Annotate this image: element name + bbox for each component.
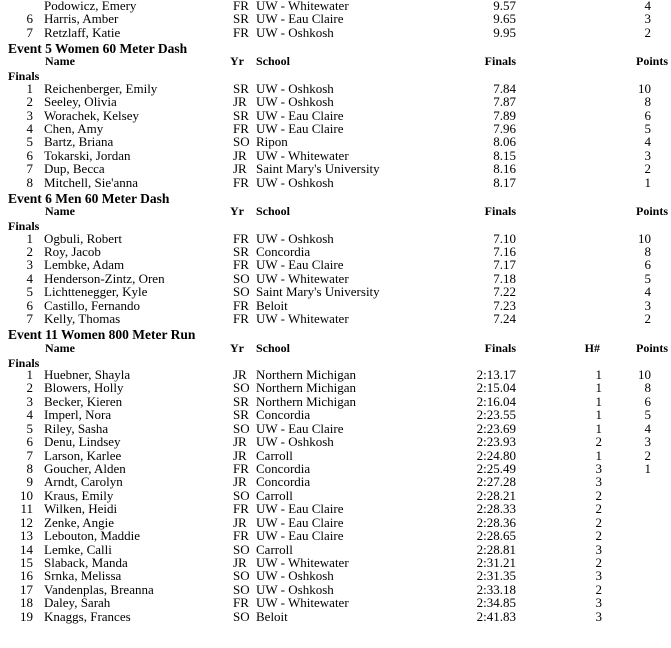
finals-mark: 7.87 (493, 94, 516, 110)
class-year: SO (233, 134, 250, 150)
heat-number: 2 (595, 434, 602, 450)
athlete-name: Becker, Kieren (44, 393, 123, 409)
class-year: SR (233, 244, 249, 260)
class-year: SR (233, 107, 249, 123)
place: 13 (20, 528, 33, 544)
class-year: FR (233, 121, 249, 137)
athlete-name: Kraus, Emily (44, 487, 114, 503)
place: 5 (26, 134, 33, 150)
result-row (0, 435, 671, 448)
athlete-name: Podowicz, Emery (44, 0, 137, 13)
finals-mark: 7.23 (493, 297, 516, 313)
points: 6 (644, 393, 651, 409)
place: 6 (26, 11, 33, 27)
class-year: JR (233, 474, 247, 490)
heat-number: 3 (595, 541, 602, 557)
header-name: Name (45, 340, 75, 355)
finals-mark: 2:25.49 (476, 461, 516, 476)
school: Concordia (256, 407, 311, 423)
class-year: JR (233, 147, 247, 163)
athlete-name: Bartz, Briana (44, 134, 114, 150)
finals-mark: 2:28.81 (476, 541, 516, 557)
class-year: FR (233, 230, 249, 246)
points: 8 (644, 94, 651, 110)
finals-mark: 2:41.83 (476, 608, 516, 624)
points: 3 (644, 11, 651, 27)
school: Northern Michigan (256, 367, 357, 383)
class-year: SR (233, 407, 249, 423)
class-year: JR (233, 447, 247, 463)
result-row (0, 299, 671, 312)
heat-number: 3 (595, 595, 602, 611)
class-year: SR (233, 11, 249, 27)
school: UW - Oshkosh (256, 568, 334, 584)
finals-mark: 2:16.04 (476, 393, 516, 409)
points: 10 (638, 230, 651, 246)
points: 6 (644, 257, 651, 273)
place: 7 (26, 447, 33, 463)
finals-mark: 2:28.33 (476, 501, 516, 517)
athlete-name: Castillo, Fernando (44, 297, 141, 313)
place: 1 (26, 230, 33, 246)
finals-mark: 8.17 (493, 174, 516, 190)
place: 3 (26, 393, 33, 409)
athlete-name: Imperl, Nora (44, 407, 112, 423)
finals-mark: 7.84 (493, 80, 516, 96)
result-row (0, 95, 671, 108)
finals-mark: 8.06 (493, 134, 516, 150)
points: 2 (644, 447, 651, 463)
class-year: FR (233, 528, 249, 544)
athlete-name: Dup, Becca (44, 161, 105, 177)
finals-mark: 2:13.17 (476, 367, 516, 383)
result-row (0, 569, 671, 582)
points: 8 (644, 244, 651, 260)
column-header-row (0, 55, 671, 68)
finals-mark: 2:23.55 (476, 407, 516, 423)
result-row (0, 610, 671, 623)
event-title: Event 6 Men 60 Meter Dash (8, 190, 170, 206)
school: UW - Oshkosh (256, 174, 334, 190)
athlete-name: Seeley, Olivia (44, 94, 117, 110)
points: 5 (644, 270, 651, 286)
place: 2 (26, 380, 33, 396)
finals-mark: 2:23.93 (476, 434, 516, 450)
points: 2 (644, 161, 651, 177)
athlete-name: Roy, Jacob (44, 244, 101, 260)
result-row (0, 258, 671, 271)
place: 4 (26, 270, 33, 286)
place: 12 (20, 514, 33, 530)
column-header-row (0, 205, 671, 218)
class-year: SO (233, 420, 250, 436)
class-year: JR (233, 554, 247, 570)
athlete-name: Lebouton, Maddie (44, 528, 141, 544)
finals-mark: 2:31.21 (476, 554, 516, 570)
class-year: SO (233, 581, 250, 597)
athlete-name: Reichenberger, Emily (44, 80, 158, 96)
result-row (0, 232, 671, 245)
finals-mark: 7.89 (493, 107, 516, 123)
place: 18 (20, 595, 33, 611)
result-row (0, 502, 671, 515)
header-points: Points (635, 340, 668, 355)
place: 6 (26, 147, 33, 163)
athlete-name: Harris, Amber (44, 11, 119, 27)
round-label: Finals (8, 69, 40, 84)
school: UW - Whitewater (256, 147, 349, 163)
round-label: Finals (8, 355, 40, 370)
points: 4 (644, 0, 651, 13)
finals-mark: 2:15.04 (476, 380, 516, 396)
athlete-name: Lembke, Adam (44, 257, 125, 273)
place: 11 (20, 501, 33, 517)
school: Ripon (256, 134, 288, 150)
heat-number: 2 (595, 514, 602, 530)
athlete-name: Slaback, Manda (44, 554, 128, 570)
heat-number: 2 (595, 487, 602, 503)
header-name: Name (45, 54, 75, 69)
finals-mark: 2:31.35 (476, 568, 516, 584)
place: 15 (20, 554, 33, 570)
points: 3 (644, 147, 651, 163)
place: 10 (20, 487, 33, 503)
place: 7 (26, 161, 33, 177)
header-finals: Finals (484, 54, 516, 69)
heat-number: 3 (595, 608, 602, 624)
school: UW - Whitewater (256, 270, 349, 286)
header-year: Yr (230, 340, 244, 355)
points: 4 (644, 420, 651, 436)
place: 8 (26, 461, 33, 476)
class-year: SO (233, 568, 250, 584)
school: UW - Eau Claire (256, 420, 344, 436)
place: 17 (20, 581, 33, 597)
school: Saint Mary's University (256, 284, 380, 300)
school: Northern Michigan (256, 393, 357, 409)
athlete-name: Worachek, Kelsey (44, 107, 139, 123)
header-school: School (256, 340, 291, 355)
result-row (0, 368, 671, 381)
finals-mark: 7.10 (493, 230, 516, 246)
header-finals: Finals (484, 340, 516, 355)
class-year: FR (233, 501, 249, 517)
place: 7 (26, 24, 33, 40)
school: UW - Whitewater (256, 0, 349, 13)
result-row (0, 596, 671, 609)
school: Concordia (256, 244, 311, 260)
result-row (0, 408, 671, 421)
result-row (0, 381, 671, 394)
heat-number: 3 (595, 461, 602, 476)
place: 7 (26, 311, 33, 327)
class-year: SO (233, 541, 250, 557)
heat-number: 2 (595, 581, 602, 597)
school: UW - Eau Claire (256, 11, 344, 27)
finals-mark: 7.18 (493, 270, 516, 286)
athlete-name: Ogbuli, Robert (44, 230, 122, 246)
heat-number: 3 (595, 568, 602, 584)
athlete-name: Larson, Karlee (44, 447, 122, 463)
points: 5 (644, 407, 651, 423)
athlete-name: Tokarski, Jordan (44, 147, 131, 163)
school: UW - Eau Claire (256, 514, 344, 530)
header-finals: Finals (484, 204, 516, 219)
heat-number: 2 (595, 554, 602, 570)
result-row (0, 122, 671, 135)
class-year: SO (233, 608, 250, 624)
athlete-name: Goucher, Alden (44, 461, 126, 476)
points: 3 (644, 297, 651, 313)
place: 2 (26, 94, 33, 110)
finals-mark: 2:28.21 (476, 487, 516, 503)
header-points: Points (635, 54, 668, 69)
school: Carroll (256, 541, 293, 557)
finals-mark: 2:28.36 (476, 514, 516, 530)
place: 5 (26, 420, 33, 436)
place: 6 (26, 297, 33, 313)
heat-number: 1 (595, 380, 602, 396)
school: UW - Eau Claire (256, 528, 344, 544)
result-row (0, 422, 671, 435)
athlete-name: Srnka, Melissa (44, 568, 122, 584)
school: Carroll (256, 487, 293, 503)
heat-number: 1 (595, 367, 602, 383)
header-school: School (256, 204, 291, 219)
class-year: FR (233, 174, 249, 190)
class-year: SO (233, 380, 250, 396)
finals-mark: 7.22 (493, 284, 516, 300)
result-row (0, 245, 671, 258)
round-label: Finals (8, 219, 40, 234)
school: UW - Oshkosh (256, 230, 334, 246)
school: UW - Eau Claire (256, 501, 344, 517)
header-heat: H# (584, 340, 600, 355)
result-row (0, 583, 671, 596)
event-title: Event 5 Women 60 Meter Dash (8, 40, 188, 56)
athlete-name: Huebner, Shayla (44, 367, 131, 383)
class-year: SR (233, 393, 249, 409)
points: 10 (638, 80, 651, 96)
result-row (0, 12, 671, 25)
points: 1 (644, 461, 651, 476)
athlete-name: Chen, Amy (44, 121, 104, 137)
finals-mark: 7.17 (493, 257, 516, 273)
points: 1 (644, 174, 651, 190)
finals-mark: 2:28.65 (476, 528, 516, 544)
school: UW - Oshkosh (256, 24, 334, 40)
class-year: FR (233, 0, 249, 13)
finals-mark: 2:27.28 (476, 474, 516, 490)
school: UW - Eau Claire (256, 257, 344, 273)
points: 4 (644, 284, 651, 300)
header-year: Yr (230, 54, 244, 69)
finals-mark: 7.96 (493, 121, 516, 137)
result-row (0, 543, 671, 556)
header-name: Name (45, 204, 75, 219)
result-row (0, 516, 671, 529)
school: UW - Oshkosh (256, 581, 334, 597)
school: UW - Eau Claire (256, 121, 344, 137)
athlete-name: Retzlaff, Katie (44, 24, 121, 40)
points: 3 (644, 434, 651, 450)
column-header-row (0, 342, 671, 355)
heat-number: 2 (595, 528, 602, 544)
result-row (0, 462, 671, 475)
result-row (0, 475, 671, 488)
place: 3 (26, 257, 33, 273)
athlete-name: Kelly, Thomas (44, 311, 121, 327)
header-points: Points (635, 204, 668, 219)
heat-number: 1 (595, 393, 602, 409)
school: Beloit (256, 608, 288, 624)
points: 5 (644, 121, 651, 137)
heat-number: 1 (595, 447, 602, 463)
result-row (0, 149, 671, 162)
finals-mark: 2:34.85 (476, 595, 516, 611)
finals-mark: 2:23.69 (476, 420, 516, 436)
finals-mark: 8.16 (493, 161, 516, 177)
school: UW - Whitewater (256, 311, 349, 327)
place: 4 (26, 121, 33, 137)
athlete-name: Wilken, Heidi (44, 501, 118, 517)
result-row (0, 26, 671, 39)
place: 9 (26, 474, 33, 490)
result-row (0, 489, 671, 502)
result-row (0, 162, 671, 175)
place: 2 (26, 244, 33, 260)
finals-mark: 9.65 (493, 11, 516, 27)
result-row (0, 135, 671, 148)
school: Northern Michigan (256, 380, 357, 396)
school: Carroll (256, 447, 293, 463)
finals-mark: 8.15 (493, 147, 516, 163)
school: UW - Oshkosh (256, 434, 334, 450)
points: 4 (644, 134, 651, 150)
place: 19 (20, 608, 33, 624)
finals-mark: 2:24.80 (476, 447, 516, 463)
place: 3 (26, 107, 33, 123)
heat-number: 2 (595, 501, 602, 517)
header-year: Yr (230, 204, 244, 219)
finals-mark: 9.95 (493, 24, 516, 40)
class-year: FR (233, 311, 249, 327)
finals-mark: 7.16 (493, 244, 516, 260)
place: 1 (26, 367, 33, 383)
school: Beloit (256, 297, 288, 313)
place: 1 (26, 80, 33, 96)
heat-number: 1 (595, 407, 602, 423)
heat-number: 1 (595, 420, 602, 436)
result-row (0, 395, 671, 408)
school: UW - Whitewater (256, 595, 349, 611)
athlete-name: Daley, Sarah (44, 595, 111, 611)
points: 2 (644, 24, 651, 40)
athlete-name: Mitchell, Sie'anna (44, 174, 139, 190)
athlete-name: Lichttenegger, Kyle (44, 284, 148, 300)
class-year: SR (233, 80, 249, 96)
class-year: FR (233, 461, 249, 476)
athlete-name: Blowers, Holly (44, 380, 124, 396)
class-year: JR (233, 367, 247, 383)
school: UW - Oshkosh (256, 80, 334, 96)
finals-mark: 7.24 (493, 311, 516, 327)
class-year: FR (233, 257, 249, 273)
place: 16 (20, 568, 33, 584)
athlete-name: Lemke, Calli (44, 541, 112, 557)
school: Concordia (256, 474, 311, 490)
result-row (0, 449, 671, 462)
result-row (0, 285, 671, 298)
finals-mark: 9.57 (493, 0, 516, 13)
class-year: FR (233, 297, 249, 313)
points: 8 (644, 380, 651, 396)
school: Saint Mary's University (256, 161, 380, 177)
school: UW - Oshkosh (256, 94, 334, 110)
result-row (0, 556, 671, 569)
athlete-name: Zenke, Angie (44, 514, 115, 530)
class-year: FR (233, 24, 249, 40)
athlete-name: Henderson-Zintz, Oren (44, 270, 165, 286)
class-year: JR (233, 514, 247, 530)
school: UW - Whitewater (256, 554, 349, 570)
athlete-name: Knaggs, Frances (44, 608, 131, 624)
place: 5 (26, 284, 33, 300)
athlete-name: Denu, Lindsey (44, 434, 121, 450)
points: 10 (638, 367, 651, 383)
class-year: JR (233, 161, 247, 177)
class-year: JR (233, 94, 247, 110)
athlete-name: Vandenplas, Breanna (44, 581, 154, 597)
class-year: SO (233, 270, 250, 286)
place: 8 (26, 174, 33, 190)
result-row (0, 529, 671, 542)
header-school: School (256, 54, 291, 69)
points: 2 (644, 311, 651, 327)
result-row (0, 82, 671, 95)
result-row (0, 312, 671, 325)
class-year: JR (233, 434, 247, 450)
school: Concordia (256, 461, 311, 476)
athlete-name: Riley, Sasha (44, 420, 109, 436)
place: 6 (26, 434, 33, 450)
athlete-name: Arndt, Carolyn (44, 474, 123, 490)
heat-number: 3 (595, 474, 602, 490)
place: 4 (26, 407, 33, 423)
result-row (0, 176, 671, 189)
class-year: FR (233, 595, 249, 611)
class-year: SO (233, 284, 250, 300)
points: 6 (644, 107, 651, 123)
school: UW - Eau Claire (256, 107, 344, 123)
class-year: SO (233, 487, 250, 503)
result-row (0, 272, 671, 285)
finals-mark: 2:33.18 (476, 581, 516, 597)
event-title: Event 11 Women 800 Meter Run (8, 327, 196, 343)
result-row (0, 109, 671, 122)
place: 14 (20, 541, 33, 557)
